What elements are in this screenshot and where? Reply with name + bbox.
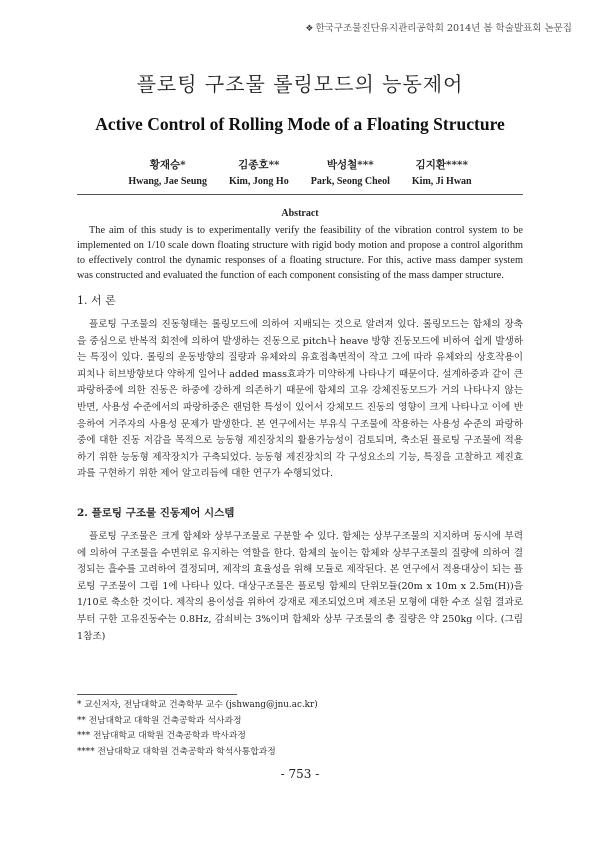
abstract-heading: Abstract bbox=[281, 208, 319, 219]
section-1-heading: 1. 서 론 bbox=[77, 294, 116, 307]
running-header bbox=[305, 20, 572, 34]
abstract-body: The aim of this study is to experimentally verify the feasibility of the vibration control system to be implemented on 1/10 scale down floating structure with rigid body motion and propose a control algorithm to effectively control the dynamic responses of a floating structure. For this, active mass damper system was constructed and evaluated the function of each component consisting of the mass damper structure. bbox=[77, 225, 523, 281]
footnotes bbox=[77, 698, 318, 760]
author-name-en: Kim, Ji Hwan bbox=[411, 176, 472, 187]
author-list bbox=[0, 157, 600, 187]
divider bbox=[77, 194, 523, 195]
author-4 bbox=[412, 157, 472, 187]
author-name-en: Hwang, Jae Seung bbox=[128, 176, 207, 187]
section-2-heading: 2. 플로팅 구조물 진동제어 시스템 bbox=[77, 507, 235, 519]
footnote-divider bbox=[77, 694, 237, 695]
section-2-body: 플로팅 구조물은 크게 함체와 상부구조물로 구분할 수 있다. 함체는 상부구조물의 지지하며 동시에 부력에 의하여 구조물을 수면위로 유지하는 역할을 한다. 함체의 높이는 함체와 상부구조물의 질량에 의하여 결정되는 흘수를 고려하여 결정되며, 제작의 효율성을 위해 모듈로 제작된다. 본 연구에서 적용대상이 되는 플로팅 구조물이 그림 1에 나타나 있다. 대상구조물은 플로팅 함체의 단위모듈(20m x 10m x 2.5m(H))을 1/10로 축소한 것이다. 제작의 용이성을 위하여 강재로 제조되었으며 제조된 모형에 대한 수조 실험 결과로부터 구한 고유진동수는 0.8Hz, 감쇠비는 3%이며 함체와 상부 구조물의 총 질량은 약 250kg 이다. (그림 1참조) bbox=[77, 531, 523, 642]
author-2 bbox=[229, 157, 289, 187]
author-name-en: Kim, Jong Ho bbox=[228, 176, 289, 187]
header-text: 한국구조물진단유지관리공학회 2014년 봄 학술발표회 논문집 bbox=[315, 23, 572, 34]
author-1 bbox=[128, 157, 207, 187]
title-korean: 플로팅 구조물 롤링모드의 능동제어 bbox=[136, 72, 464, 96]
author-name-en: Park, Seong Cheol bbox=[310, 176, 390, 187]
author-name-ko: 황재승* bbox=[149, 159, 186, 171]
author-name-ko: 김지환**** bbox=[415, 159, 468, 171]
page-number: - 753 - bbox=[280, 767, 320, 781]
section-1-body: 플로팅 구조물의 진동형태는 롤링모드에 의하여 지배되는 것으로 알려져 있다. 롤링모드는 함체의 장축을 중심으로 반복적 회전에 의하여 발생하는 진동으로 pitch나 heave 방향 진동모드에 비하여 쉽게 발생하는 특징이 있다. 롤링의 운동방향의 질량과 유체와의 유효접촉면적이 작고 그에 따라 유체와의 상호작용이 피치나 히브방향보다 약하게 일어나 added mass효과가 미약하게 나타나기 때문이다. 설계하중과 같이 큰 파랑하중에 의한 진동은 하중에 강하게 의존하기 때문에 함체의 고유 강체진동모드가 거의 나타나지 않는 반면, 사용성 수준에서의 파랑하중은 랜덤한 특성이 있어서 강체모드 진동의 영향이 크게 나타나고 이에 반응하여 거주자의 사용성 문제가 발생한다. 본 연구에서는 부유식 구조물에 작용하는 사용성 수준의 파랑하중에 대한 진동 저감을 목적으로 능동형 제진장치의 활용가능성이 검토되며, 축소된 플로팅 구조물에 적용하기 위한 능동형 제작장치가 구축되었다. 능동형 제진장치의 각 구성요소의 기능, 특징을 고찰하고 제진효과를 구현하기 위한 제어 알고리듬에 대한 연구가 수행되었다. bbox=[77, 319, 523, 480]
author-3 bbox=[311, 157, 390, 187]
footnote: *** 전남대학교 대학원 건축공학과 박사과정 bbox=[77, 731, 246, 741]
diamond-icon: ❖ bbox=[305, 24, 314, 34]
footnote: **** 전남대학교 대학원 건축공학과 학석사통합과정 bbox=[77, 746, 276, 757]
footnote: ** 전남대학교 대학원 건축공학과 석사과정 bbox=[77, 715, 242, 726]
author-name-ko: 박성철*** bbox=[326, 159, 374, 171]
author-name-ko: 김종호** bbox=[238, 159, 280, 171]
footnote: * 교신저자, 전남대학교 건축학부 교수 (jshwang@jnu.ac.kr) bbox=[77, 700, 318, 710]
title-english: Active Control of Rolling Mode of a Floating Structure bbox=[95, 114, 505, 134]
